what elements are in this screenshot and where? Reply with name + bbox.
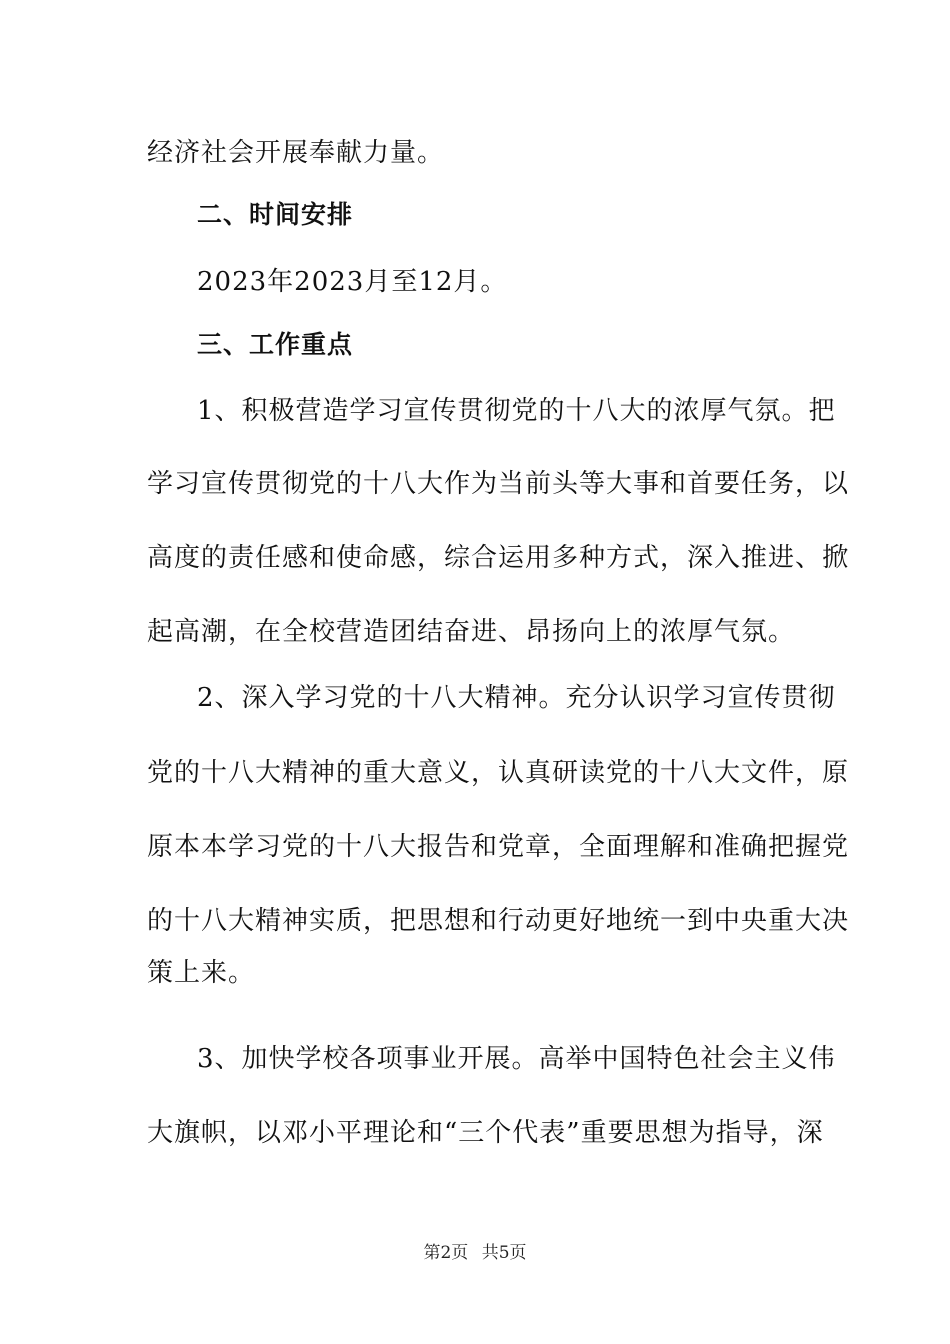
text-line: 2023年2023月至12月。 <box>197 267 508 297</box>
text-line: 高度的责任感和使命感，综合运用多种方式，深入推进、掀 <box>147 543 850 573</box>
text-line: 大旗帜，以邓小平理论和“三个代表”重要思想为指导，深 <box>147 1118 824 1148</box>
text-line: 3、加快学校各项事业开展。高举中国特色社会主义伟 <box>197 1044 836 1074</box>
section-heading-schedule: 二、时间安排 <box>197 200 354 229</box>
text-line: 党的十八大精神的重大意义，认真研读党的十八大文件，原 <box>147 758 850 788</box>
page-number-total: 共5页 <box>481 1243 527 1263</box>
text-line: 策上来。 <box>147 958 256 988</box>
page-number-current: 第2页 <box>423 1243 469 1263</box>
text-line: 学习宣传贯彻党的十八大作为当前头等大事和首要任务，以 <box>147 469 850 499</box>
text-line: 1、积极营造学习宣传贯彻党的十八大的浓厚气氛。把 <box>197 396 836 426</box>
section-heading-focus: 三、工作重点 <box>197 330 354 359</box>
page-footer <box>0 1242 950 1264</box>
text-line: 原本本学习党的十八大报告和党章，全面理解和准确把握党 <box>147 832 850 862</box>
text-line: 的十八大精神实质，把思想和行动更好地统一到中央重大决 <box>147 906 850 936</box>
text-line: 起高潮，在全校营造团结奋进、昂扬向上的浓厚气氛。 <box>147 617 796 647</box>
text-line: 经济社会开展奉献力量。 <box>147 138 445 168</box>
text-line: 2、深入学习党的十八大精神。充分认识学习宣传贯彻 <box>197 683 836 713</box>
